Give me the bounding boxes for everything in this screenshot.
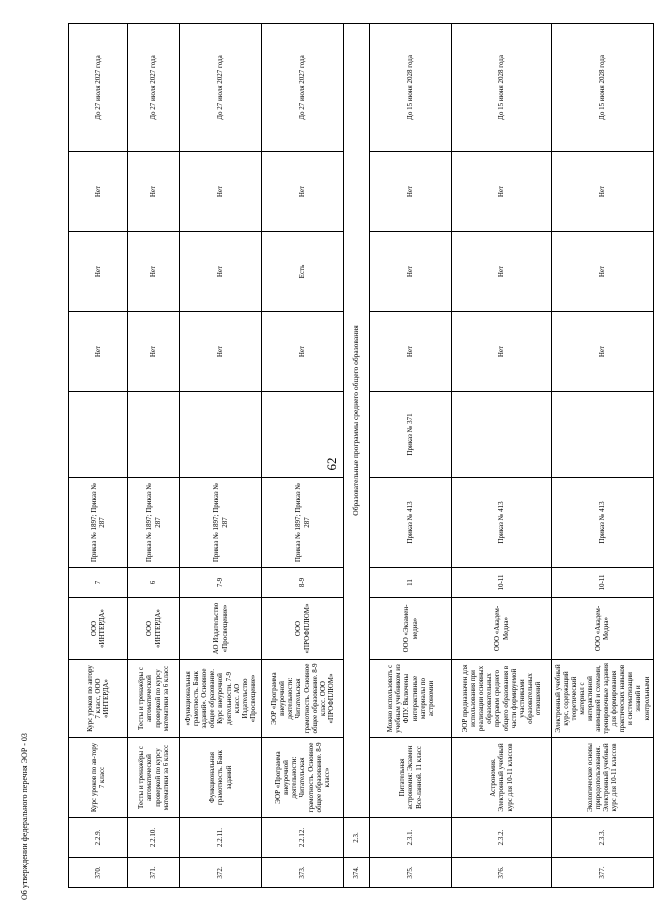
row-c2: Нет [452,232,552,312]
row-c2: Нет [370,232,452,312]
row-c3: Нет [262,152,344,232]
registry-table [68,23,654,888]
row-grade: 10-11 [452,568,552,598]
row-org: ООО «ИНТЕРДА» [128,598,180,660]
row-until: До 27 июля 2027 года [128,24,180,152]
row-description: ЭОР «Программа внеурочной деятельности: Читательская грамотность. Основное общее образование. 8-9 класс. ООО «ПРОФПЛЮМ» [262,660,344,738]
row-code: 2.2.12. [262,818,344,858]
table-row [262,24,344,888]
table-row [128,24,180,888]
row-c3: Нет [180,152,262,232]
row-code: 2.2.9. [69,818,128,858]
row-name: Астрономия. Электронный учебный курс для 10-11 классов [452,738,552,818]
row-c2: Нет [128,232,180,312]
row-code: 2.3.2. [452,818,552,858]
row-code: 2.2.11. [180,818,262,858]
row-c1: Нет [180,312,262,392]
row-order2 [128,392,180,478]
table-row [370,24,452,888]
row-org: АО Издательство «Просвещение» [180,598,262,660]
row-c2: Есть [262,232,344,312]
row-c2: Нет [552,232,654,312]
row-grade: 10-11 [552,568,654,598]
row-order2 [552,392,654,478]
row-c2: Нет [69,232,128,312]
row-order2 [452,392,552,478]
row-until: До 27 июля 2027 года [180,24,262,152]
row-c3: Нет [452,152,552,232]
row-c2: Нет [180,232,262,312]
table-row [452,24,552,888]
row-number: 372. [180,858,262,888]
row-until: До 27 июля 2027 года [262,24,344,152]
registry-table-rotated [68,24,651,888]
table-row [69,24,128,888]
row-number: 376. [452,858,552,888]
row-name: Экологические основы природопользования. Электронный учебный курс для 10-11 классов [552,738,654,818]
row-number: 375. [370,858,452,888]
row-order2 [180,392,262,478]
table-row [552,24,654,888]
row-number: 374. [344,858,370,888]
row-description: Можно использовать с учебным учебником из ФПУ. Включены интерактивные материалы по астрономии [370,660,452,738]
row-c3: Нет [128,152,180,232]
row-number: 371. [128,858,180,888]
row-code: 2.3.3. [552,818,654,858]
row-until: До 15 июня 2028 года [552,24,654,152]
row-org: ООО «Академ-Медиа» [552,598,654,660]
row-description: ЭОР предназначен для использования при реализации основных образовательных программ среднего общего образования в части формируемой участниками образовательных отношений [452,660,552,738]
document-footer: Об утверждении федерального перечня ЭОР - 03 [20,733,29,900]
row-until: До 27 июля 2027 года [69,24,128,152]
row-code: 2.3. [344,818,370,858]
row-org: ООО «Экзамен-медиа» [370,598,452,660]
row-number: 377. [552,858,654,888]
row-order2 [69,392,128,478]
row-order: Приказ № 1897; Приказ № 287 [128,478,180,568]
row-until: До 15 июня 2028 года [370,24,452,152]
row-code: 2.3.1. [370,818,452,858]
row-grade: 11 [370,568,452,598]
row-order: Приказ № 1897; Приказ № 287 [180,478,262,568]
row-code: 2.2.10. [128,818,180,858]
row-order: Приказ № 413 [552,478,654,568]
row-grade: 6 [128,568,180,598]
row-grade: 7 [69,568,128,598]
row-name: Функциональная грамотность. Банк заданий [180,738,262,818]
row-order: Приказ № 413 [452,478,552,568]
row-name: Питательная астрономия: Экзамен Все-ланной. 11 класс [370,738,452,818]
row-until: До 15 июня 2028 года [452,24,552,152]
row-name: Курс уроков по ав-тору 7 класс [69,738,128,818]
row-description: Электронный учебный курс, содержащий теоретический материал с интерактивной анимацией и схемами, тренировочные задания для формирования практических навыков и систематизации знаний и контрольными [552,660,654,738]
row-c3: Нет [370,152,452,232]
row-order2: Приказ № 371 [370,392,452,478]
row-c1: Нет [552,312,654,392]
row-order: Приказ № 413 [370,478,452,568]
row-order: Приказ № 1897; Приказ № 287 [69,478,128,568]
row-c3: Нет [552,152,654,232]
row-c1: Нет [262,312,344,392]
row-c1: Нет [128,312,180,392]
section-title: Образовательные программы среднего общего образования [344,24,370,818]
registry-table-wrapper [68,24,651,888]
row-c3: Нет [69,152,128,232]
row-c1: Нет [370,312,452,392]
page-number: 62 [324,457,339,471]
row-order2 [262,392,344,478]
row-order: Приказ № 1897; Приказ № 287 [262,478,344,568]
row-org: ООО «ПРОФПЛЮМ» [262,598,344,660]
row-org: ООО «ИНТЕРДА» [69,598,128,660]
row-grade: 8-9 [262,568,344,598]
row-number: 370. [69,858,128,888]
row-org: ООО «Академ-Медиа» [452,598,552,660]
row-grade: 7-9 [180,568,262,598]
row-name: ЭОР «Программа внеурочной деятельности: Читательская грамотность. Основное общее образование. 8-9 класс» [262,738,344,818]
row-c1: Нет [69,312,128,392]
table-row [180,24,262,888]
row-name: Тесты и тренажёры с автоматической проверкой по курсу математики за 6 класс [128,738,180,818]
row-c1: Нет [452,312,552,392]
row-description: Тесты и тренажёры с автоматической проверкой по курсу математики за 6 класс [128,660,180,738]
row-description: «Функциональная грамотность. Банк заданий». Основное общее образование. Курс внеурочной деятельности. 7-9 класс. АО Издательство «Просвещение» [180,660,262,738]
row-number: 373. [262,858,344,888]
section-row [344,24,370,888]
row-description: Курс уроков по автору 7 класс, ООО «ИНТЕРДА» [69,660,128,738]
